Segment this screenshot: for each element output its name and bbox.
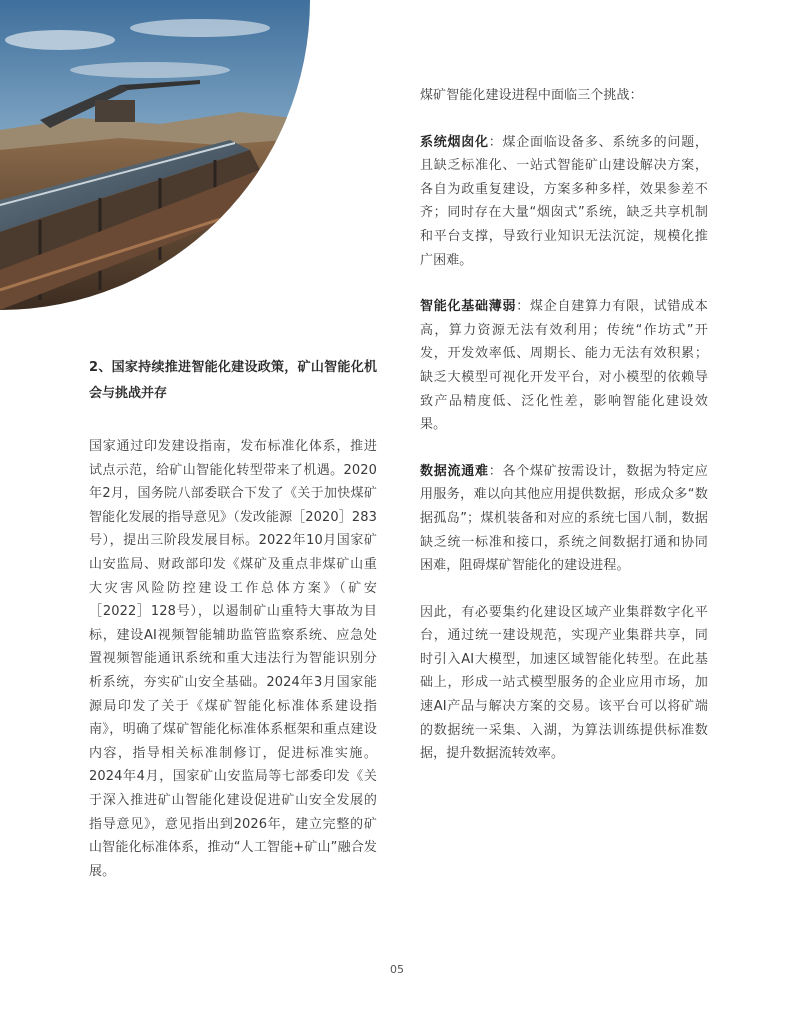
section-heading: 2、国家持续推进智能化建设政策，矿山智能化机会与挑战并存 (89, 360, 377, 401)
left-column (89, 355, 377, 883)
right-column (420, 84, 708, 766)
challenge-text: ：煤企自建算力有限，试错成本高，算力资源无法有效利用；传统“作坊式”开发，开发效率低、周期长、能力无法有效积累；缺乏大模型可视化开发平台，对小模型的依赖导致产品精度低、泛化性差，影响智能化建设效果。 (420, 299, 708, 433)
challenge-item (420, 460, 708, 578)
hero-image (0, 0, 310, 310)
challenge-title: 系统烟囱化 (420, 134, 489, 150)
conclusion-paragraph: 因此，有必要集约化建设区域产业集群数字化平台，通过统一建设规范，实现产业集群共享，同时引入AI大模型，加速区域智能化转型。在此基础上，形成一站式模型服务的企业应用市场，加速AI产品与解决方案的交易。该平台可以将矿端的数据统一采集、入湖，为算法训练提供标准数据，提升数据流转效率。 (420, 604, 708, 762)
page-number: 05 (390, 963, 404, 976)
challenge-title: 数据流通难 (420, 463, 489, 479)
challenge-title: 智能化基础薄弱 (420, 299, 517, 315)
challenge-item (420, 131, 708, 273)
policy-paragraph: 国家通过印发建设指南，发布标准化体系，推进试点示范，给矿山智能化转型带来了机遇。2020年2月，国务院八部委联合下发了《关于加快煤矿智能化发展的指导意见》（发改能源［2020］283号），提出三阶段发展目标。2022年10月国家矿山安监局、财政部印发《煤矿及重点非煤矿山重大灾害风险防控建设工作总体方案》（矿安［2022］128号），以遏制矿山重特大事故为目标，建设AI视频智能辅助监管监察系统、应急处置视频智能通讯系统和重大违法行为智能识别分析系统，夯实矿山安全基础。2024年3月国家能源局印发了关于《煤矿智能化标准体系建设指南》，明确了煤矿智能化标准体系框架和重点建设内容，指导相关标准制修订，促进标准实施。2024年4月，国家矿山安监局等七部委印发《关于深入推进矿山智能化建设促进矿山安全发展的指导意见》，意见指出到2026年，建立完整的矿山智能化标准体系，推动“人工智能+矿山”融合发展。 (89, 439, 377, 879)
mine-conveyor-illustration (0, 0, 310, 310)
challenge-text: ：各个煤矿按需设计，数据为特定应用服务，难以向其他应用提供数据，形成众多“数据孤岛”；煤机装备和对应的系统七国八制，数据缺乏统一标准和接口，系统之间数据打通和协同困难，阻碍煤矿智能化的建设进程。 (420, 463, 708, 574)
challenges-intro: 煤矿智能化建设进程中面临三个挑战： (420, 88, 643, 103)
challenge-text: ：煤企面临设备多、系统多的问题，且缺乏标准化、一站式智能矿山建设解决方案，各自为政重复建设，方案多种多样，效果参差不齐；同时存在大量“烟囱式”系统，缺乏共享机制和平台支撑，导致行业知识无法沉淀，规模化推广困难。 (420, 134, 708, 268)
challenge-item (420, 295, 708, 437)
